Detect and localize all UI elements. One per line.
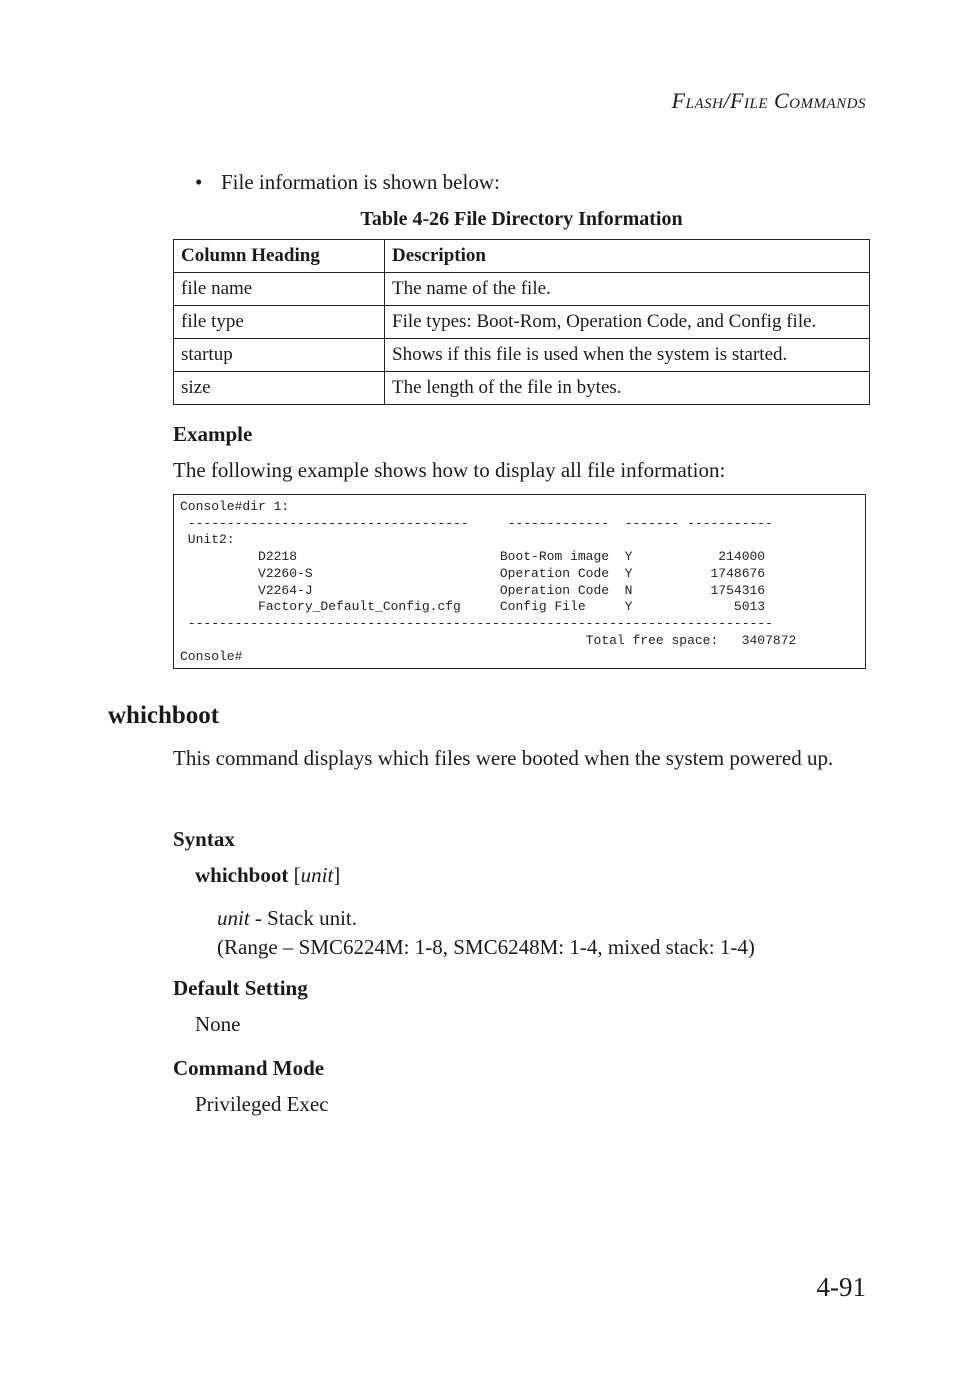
column-header: Description <box>385 240 870 273</box>
table-cell: file name <box>174 273 385 306</box>
parameter-range: (Range – SMC6224M: 1-8, SMC6248M: 1-4, mixed stack: 1-4) <box>217 935 755 959</box>
file-directory-table <box>173 239 870 405</box>
table-cell: The length of the file in bytes. <box>385 372 870 405</box>
default-setting-value: None <box>195 1012 241 1036</box>
example-text: The following example shows how to display all file information: <box>173 458 726 482</box>
syntax-bracket-open: [ <box>288 863 301 887</box>
parameter-line <box>217 904 755 933</box>
table-cell: startup <box>174 339 385 372</box>
bullet-text: File information is shown below: <box>221 170 500 194</box>
column-header: Column Heading <box>174 240 385 273</box>
parameter-description <box>217 904 755 962</box>
table-row <box>174 273 870 306</box>
command-mode-value: Privileged Exec <box>195 1092 329 1116</box>
table-cell: File types: Boot-Rom, Operation Code, and Config file. <box>385 306 870 339</box>
table-cell: Shows if this file is used when the system is started. <box>385 339 870 372</box>
page-number: 4-91 <box>816 1272 866 1302</box>
syntax-line <box>195 863 340 888</box>
table-caption: Table 4-26 File Directory Information <box>360 208 683 230</box>
example-heading: Example <box>173 422 253 446</box>
table-header-row <box>174 240 870 273</box>
running-header: Flash/File Commands <box>671 88 866 113</box>
console-output-box <box>173 494 866 669</box>
table-cell: The name of the file. <box>385 273 870 306</box>
parameter-name: unit <box>217 906 250 930</box>
bullet-icon: • <box>195 170 203 194</box>
command-mode-heading: Command Mode <box>173 1056 325 1080</box>
syntax-bracket-close: ] <box>333 863 341 887</box>
table-row <box>174 306 870 339</box>
table-row <box>174 372 870 405</box>
default-setting-heading: Default Setting <box>173 976 308 1000</box>
section-description: This command displays which files were booted when the system powered up. <box>173 746 834 770</box>
syntax-heading: Syntax <box>173 827 235 851</box>
syntax-command: whichboot <box>195 863 289 887</box>
syntax-argument: unit <box>300 863 334 887</box>
section-title: whichboot <box>108 702 220 729</box>
table-cell: file type <box>174 306 385 339</box>
console-output: Console#dir 1: ------------------------------------ ------------- ------- ----------- Unit2: D2218 Boot-Rom image Y 214000 V2260-S Operation Code Y 1748676 V2264-J Operation Code N 1754316 Factory_Default_Config.cfg Config File Y 5013 --------------------------------------------------------------------------- Total free space: 3407872 Console# <box>180 499 797 665</box>
bullet-item <box>195 170 500 195</box>
table-row <box>174 339 870 372</box>
table-cell: size <box>174 372 385 405</box>
parameter-text: - Stack unit. <box>249 906 357 930</box>
